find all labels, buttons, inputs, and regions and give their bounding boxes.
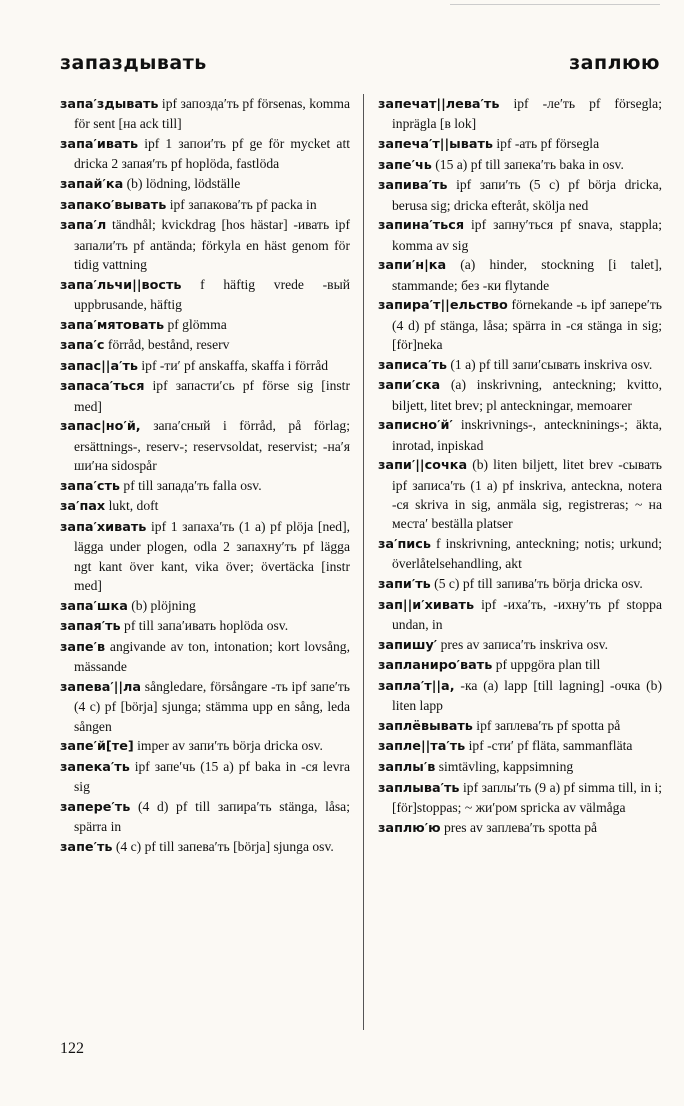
dictionary-entry: запла′т||а, -ка (a) lapp [till lagning] -очка (b) liten lapp (378, 677, 662, 714)
dictionary-entry: запа′сть pf till запада′ть falla osv. (60, 477, 262, 494)
dictionary-entry: запе′ть (4 c) pf till запева′ть [börja] sjunga osv. (60, 838, 334, 855)
headword: запа′здывать (60, 97, 159, 112)
headword: заплёвывать (378, 718, 473, 734)
headword: запас||а′ть (60, 358, 138, 374)
running-head-right: заплюю (569, 52, 660, 74)
headword: запако′вывать (60, 197, 167, 213)
dictionary-entry: запе′в angivande av ton, intonation; kort lovsång, mässande (60, 638, 350, 675)
headword: запи′||сочка (378, 458, 468, 474)
headword: запи′н|ка (378, 258, 447, 274)
dictionary-entry: запира′т||ельство förnekande -ь ipf запере′ть (4 d) pf stänga, låsa; spärra in -ся stänga in sig; [för]neka (378, 297, 662, 352)
headword: запа′ивать (60, 137, 139, 152)
headword: запле||та′ть (378, 739, 466, 755)
headword: запа′л (60, 218, 107, 234)
dictionary-entry: запечат||лева′ть ipf -ле′ть pf försegla; inprägla [в lok] (378, 96, 662, 132)
headword: запи′ть (378, 577, 431, 592)
headword: запа′льчи||вость (60, 277, 182, 293)
top-rule (450, 4, 660, 5)
headword: запи′ска (378, 378, 441, 394)
dictionary-entry: за′пах lukt, doft (60, 498, 159, 515)
dictionary-entry: зап||и′хивать ipf -иха′ть, -ихну′ть pf stoppa undan, in (378, 596, 662, 632)
dictionary-entry: запа′с förråd, bestånd, reserv (60, 337, 230, 354)
headword: заплыва′ть (378, 780, 460, 796)
dictionary-entry: запева′||ла sångledare, försångare -ть ipf запе′ть (4 c) pf [börja] sjunga; stämma upp en sång, leda sången (60, 678, 350, 734)
dictionary-entry: заплю′ю pres av заплева′ть spotta på (378, 819, 598, 836)
headword: запека′ть (60, 759, 130, 775)
headword: запла′т||а, (378, 678, 455, 694)
dictionary-entry: записно′й′ inskrivnings-, anteckninings-; äkta, inrotad, inpiskad (378, 417, 662, 453)
headword: запева′||ла (60, 679, 142, 695)
headword: запас|но′й, (60, 419, 141, 435)
page-number: 122 (60, 1040, 84, 1057)
dictionary-entry: запа′л tändhål; kvickdrag [hos hästar] -ивать ipf запали′ть pf antända; förkyla en häst genom för tidig vattning (60, 217, 350, 272)
headword: запечат||лева′ть (378, 97, 500, 112)
dictionary-entry: запас||а′ть ipf -ти′ pf anskaffa, skaffa i förråd (60, 357, 329, 374)
dictionary-entry: запи′ска (a) inskrivning, anteckning; kvitto, biljett, litet brev; pl anteckningar, memoarer (378, 377, 662, 413)
headword: запина′ться (378, 218, 465, 234)
headword: записно′й′ (378, 418, 453, 434)
dictionary-entry: запа′мятовать pf glömma (60, 316, 227, 333)
headword: запеча′т||ывать (378, 137, 493, 152)
headword: за′пах (60, 499, 106, 515)
dictionary-entry: запа′ивать ipf 1 запои′ть pf ge för mycket att dricka 2 запая′ть pf hoplöda, fastlöda (60, 136, 350, 172)
headword: запая′ть (60, 619, 121, 635)
headword: запишу′ (378, 637, 438, 653)
headword: запира′т||ельство (378, 298, 508, 314)
dictionary-entry: запеча′т||ывать ipf -ать pf försegla (378, 136, 600, 152)
headword: запе′чь (378, 157, 432, 173)
dictionary-entry: запина′ться ipf запну′ться pf snava, stappla; komma av sig (378, 217, 662, 253)
dictionary-entry: запая′ть pf till запа′ивать hoplöda osv. (60, 618, 289, 635)
headword: запаса′ться (60, 379, 145, 395)
headword: запе′в (60, 639, 106, 655)
headword: запе′й[те] (60, 739, 134, 755)
dictionary-entry: заплыва′ть ipf заплы′ть (9 a) pf simma till, in i; [för]stoppas; ~ жи′ром spricka av välmåga (378, 779, 662, 815)
dictionary-entry: запа′здывать ipf запозда′ть pf försenas, komma för sent [на ack till] (60, 96, 350, 132)
dictionary-entry: запишу′ pres av записа′ть inskriva osv. (378, 636, 608, 653)
dictionary-entry: запе′чь (15 a) pf till запека′ть baka in osv. (378, 156, 624, 173)
dictionary-entry: запа′шка (b) plöjning (60, 597, 196, 614)
headword: запере′ть (60, 799, 131, 815)
dictionary-entry: запе′й[те] imper av запи′ть börja dricka osv. (60, 738, 323, 755)
dictionary-entry: заплёвывать ipf заплева′ть pf spotta på (378, 717, 621, 734)
dictionary-entry: запле||та′ть ipf -сти′ pf fläta, sammanfläta (378, 738, 633, 755)
headword: запа′хивать (60, 519, 147, 535)
dictionary-entry: запаса′ться ipf запасти′сь pf förse sig [instr med] (60, 378, 350, 414)
headword: запива′ть (378, 178, 448, 194)
left-column (60, 94, 350, 858)
dictionary-entry: запас|но′й, запа′сный i förråd, på förlag; ersättnings-, reserv-; reservsoldat, reservist; -на′я ши′на sidospår (60, 418, 350, 474)
dictionary-entry: запека′ть ipf запе′чь (15 a) pf baka in -ся levra sig (60, 758, 350, 795)
headword: записа′ть (378, 357, 447, 373)
headword: заплы′в (378, 759, 436, 775)
headword: запланиро′вать (378, 658, 493, 674)
right-column (378, 94, 662, 838)
dictionary-entry: записа′ть (1 a) pf till запи′сывать inskriva osv. (378, 356, 653, 373)
headword: запа′шка (60, 598, 128, 614)
headword: заплю′ю (378, 820, 441, 836)
headword: запе′ть (60, 839, 113, 855)
dictionary-entry: запа′льчи||вость f häftig vrede -вый uppbrusande, häftig (60, 276, 350, 312)
headword: запа′с (60, 338, 105, 354)
headword: запа′сть (60, 478, 121, 494)
headword: запа′мятовать (60, 317, 165, 333)
headword: за′пись (378, 537, 431, 552)
dictionary-entry: за′пись f inskrivning, anteckning; notis; urkund; överlåtelsehandling, akt (378, 536, 662, 572)
dictionary-entry: запай′ка (b) lödning, lödställe (60, 176, 241, 192)
dictionary-entry: заплы′в simtävling, kappsimning (378, 758, 574, 775)
dictionary-entry: запи′н|ка (a) hinder, stockning [i talet], stammande; без -ки flytande (378, 257, 662, 293)
dictionary-entry: запланиро′вать pf uppgöra plan till (378, 657, 601, 674)
dictionary-entry: запи′||сочка (b) liten biljett, litet brev -сывать ipf записа′ть (1 a) pf inskriva, anteckna, notera -ся skriva in sig, anmäla sig, registreras; ~ на места′ beställa platser (378, 457, 662, 532)
dictionary-entry: запива′ть ipf запи′ть (5 c) pf börja dricka, berusa sig; dricka efteråt, skölja ned (378, 177, 662, 213)
headword: запай′ка (60, 177, 124, 192)
headword: зап||и′хивать (378, 597, 475, 613)
column-separator (363, 94, 364, 1030)
dictionary-entry: запа′хивать ipf 1 запаха′ть (1 a) pf plöja [ned], lägga under plogen, odla 2 запахну′ть pf lägga ngt kant över kant, vika över; övertäcka [instr med] (60, 518, 350, 594)
running-head-left: запаздывать (60, 52, 207, 74)
dictionary-entry: запако′вывать ipf запакова′ть pf packa in (60, 196, 317, 213)
dictionary-entry: запере′ть (4 d) pf till запира′ть stänga, låsa; spärra in (60, 798, 350, 835)
dictionary-entry: запи′ть (5 c) pf till запива′ть börja dricka osv. (378, 576, 643, 592)
